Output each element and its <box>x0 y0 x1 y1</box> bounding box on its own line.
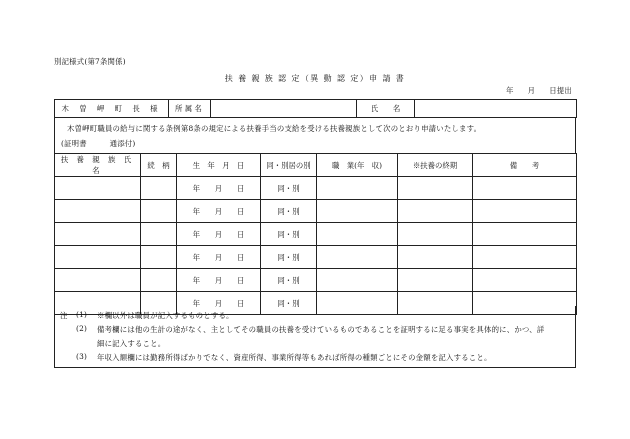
support-end-cell[interactable] <box>398 200 473 223</box>
form-title: 扶 養 親 族 認 定（異 動 認 定）申 請 書 <box>224 74 406 83</box>
col-relationship: 続 柄 <box>141 154 177 177</box>
note-1-number: (1) <box>76 310 88 319</box>
col-occupation-income: 職 業(年 収) <box>317 154 398 177</box>
occupation-cell[interactable] <box>317 177 398 200</box>
birthdate-cell[interactable]: 年 月 日 <box>177 246 261 269</box>
col-birthdate: 生 年 月 日 <box>177 154 261 177</box>
cohabitation-cell[interactable]: 同・別 <box>261 223 317 246</box>
notes-label: 注 <box>60 311 68 320</box>
relationship-cell[interactable] <box>141 246 177 269</box>
support-end-cell[interactable] <box>398 177 473 200</box>
table-row <box>55 223 577 246</box>
submission-year: 年 <box>506 86 514 95</box>
dependent-name-cell[interactable] <box>55 269 141 292</box>
cohabitation-cell[interactable]: 同・別 <box>261 177 317 200</box>
submission-month: 月 <box>527 86 536 95</box>
birthdate-cell[interactable]: 年 月 日 <box>177 292 261 315</box>
dependent-name-cell[interactable] <box>55 177 141 200</box>
relationship-cell[interactable] <box>141 223 177 246</box>
remarks-cell[interactable] <box>473 200 577 223</box>
addressee: 木 曽 岬 町 長 様 <box>55 100 169 118</box>
col-support-end: ※扶養の終期 <box>398 154 473 177</box>
table-row <box>55 269 577 292</box>
occupation-cell[interactable] <box>317 246 398 269</box>
name-field[interactable] <box>415 100 577 118</box>
cohabitation-cell[interactable]: 同・別 <box>261 292 317 315</box>
remarks-cell[interactable] <box>473 177 577 200</box>
certificate-count: (証明書 通添付) <box>61 139 136 148</box>
birthdate-cell[interactable]: 年 月 日 <box>177 200 261 223</box>
header-table <box>54 99 577 118</box>
remarks-cell[interactable] <box>473 269 577 292</box>
note-2-number: (2) <box>76 324 88 333</box>
table-header-row <box>55 154 577 177</box>
table-row <box>55 200 577 223</box>
note-1-text: ※欄以外は職員が記入するものとする。 <box>97 311 234 320</box>
occupation-cell[interactable] <box>317 269 398 292</box>
form-reference: 別記様式(第7条関係) <box>54 57 126 66</box>
birthdate-cell[interactable]: 年 月 日 <box>177 223 261 246</box>
submission-day: 日提出 <box>549 86 572 95</box>
col-cohabitation: 同・別居の別 <box>261 154 317 177</box>
cohabitation-cell[interactable]: 同・別 <box>261 200 317 223</box>
name-label: 氏 名 <box>357 100 415 118</box>
statement-block <box>54 118 576 153</box>
support-end-cell[interactable] <box>398 269 473 292</box>
table-row <box>55 246 577 269</box>
note-2-text: 備考欄には他の生計の途がなく、主としてその職員の扶養を受けているものであることを証明するに足る事実を具体的に、かつ、詳 <box>97 325 545 334</box>
note-2-continuation: 細に記入すること。 <box>97 339 166 348</box>
birthdate-cell[interactable]: 年 月 日 <box>177 177 261 200</box>
birthdate-cell[interactable]: 年 月 日 <box>177 269 261 292</box>
notes-section <box>54 306 576 368</box>
support-end-cell[interactable] <box>398 223 473 246</box>
statement-text: 木曽岬町職員の給与に関する条例第8条の規定による扶養手当の支給を受ける扶養親族として次のとおり申請いたします。 <box>67 124 482 133</box>
occupation-cell[interactable] <box>317 200 398 223</box>
cohabitation-cell[interactable]: 同・別 <box>261 246 317 269</box>
department-field[interactable] <box>211 100 357 118</box>
remarks-cell[interactable] <box>473 246 577 269</box>
note-3-number: (3) <box>76 352 88 361</box>
col-dependent-name: 扶 養 親 族 氏 名 <box>55 154 141 177</box>
occupation-cell[interactable] <box>317 223 398 246</box>
note-3-text: 年収入額欄には勤務所得ばかりでなく、資産所得、事業所得等もあれば所得の種類ごとにその金額を記入すること。 <box>97 353 492 362</box>
dependents-table <box>54 153 577 315</box>
cohabitation-cell[interactable]: 同・別 <box>261 269 317 292</box>
dependent-name-cell[interactable] <box>55 223 141 246</box>
remarks-cell[interactable] <box>473 223 577 246</box>
dependent-name-cell[interactable] <box>55 200 141 223</box>
dependent-name-cell[interactable] <box>55 246 141 269</box>
support-end-cell[interactable] <box>398 246 473 269</box>
table-row <box>55 177 577 200</box>
relationship-cell[interactable] <box>141 200 177 223</box>
submission-date <box>506 85 572 96</box>
relationship-cell[interactable] <box>141 177 177 200</box>
department-label: 所 属 名 <box>169 100 211 118</box>
col-remarks: 備 考 <box>473 154 577 177</box>
relationship-cell[interactable] <box>141 269 177 292</box>
